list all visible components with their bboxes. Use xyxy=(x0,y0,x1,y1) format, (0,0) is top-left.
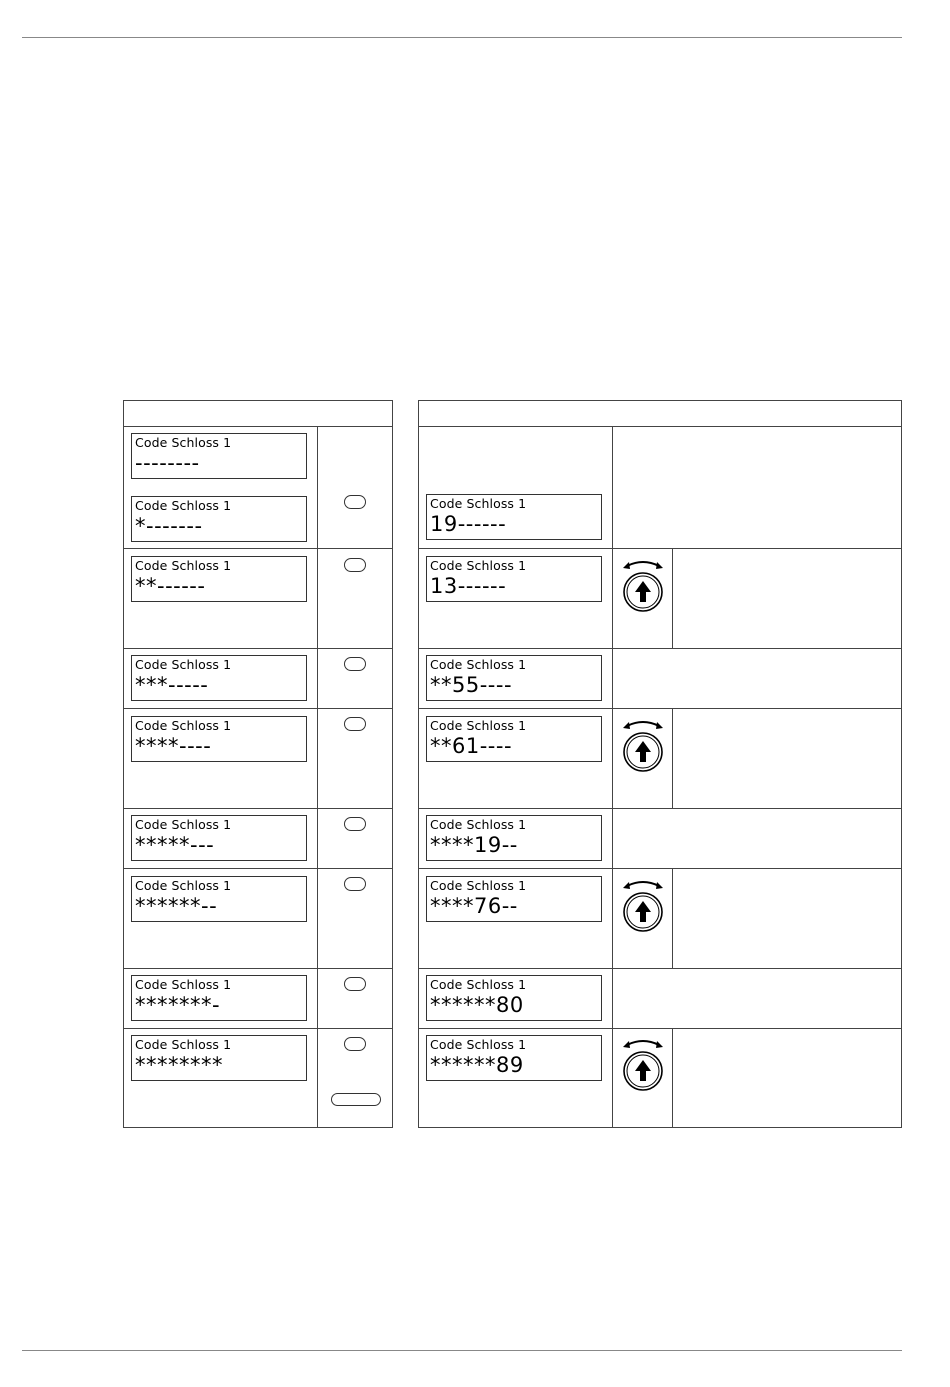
right-row-divider xyxy=(418,868,902,869)
lcd-display-right-5 xyxy=(426,876,602,922)
oval-key-icon xyxy=(344,717,366,731)
knob-column-divider xyxy=(672,548,673,648)
lcd-display-left-1 xyxy=(131,496,307,542)
lcd-line1: Code Schloss 1 xyxy=(430,1037,527,1052)
lcd-line1: Code Schloss 1 xyxy=(430,817,527,832)
lcd-line1: Code Schloss 1 xyxy=(135,718,232,733)
right-row-divider xyxy=(418,1028,902,1029)
lcd-line1: Code Schloss 1 xyxy=(135,657,232,672)
right-header-divider xyxy=(418,426,902,427)
knob-column-divider xyxy=(672,868,673,968)
left-row-divider xyxy=(123,968,393,969)
lcd-line2: ****19-- xyxy=(430,833,518,857)
left-row-divider xyxy=(123,548,393,549)
lcd-line2: ******-- xyxy=(135,894,218,918)
lcd-line2: -------- xyxy=(135,451,200,475)
lcd-display-left-7 xyxy=(131,975,307,1021)
lcd-line2: ***----- xyxy=(135,673,209,697)
lcd-line2: *****--- xyxy=(135,833,215,857)
lcd-line2: ****---- xyxy=(135,734,212,758)
rotary-knob-icon xyxy=(619,1035,667,1091)
lcd-line1: Code Schloss 1 xyxy=(430,558,527,573)
lcd-line1: Code Schloss 1 xyxy=(430,878,527,893)
left-column-divider xyxy=(317,426,318,1128)
lcd-line1: Code Schloss 1 xyxy=(135,498,232,513)
lcd-line1: Code Schloss 1 xyxy=(135,977,232,992)
lcd-display-right-4 xyxy=(426,815,602,861)
lcd-line1: Code Schloss 1 xyxy=(135,878,232,893)
lcd-line1: Code Schloss 1 xyxy=(135,435,232,450)
lcd-display-right-3 xyxy=(426,716,602,762)
lcd-line2: *------- xyxy=(135,514,203,538)
lcd-line2: 19------ xyxy=(430,512,507,536)
right-row-divider xyxy=(418,648,902,649)
left-row-divider xyxy=(123,808,393,809)
lcd-display-left-0 xyxy=(131,433,307,479)
oval-key-icon xyxy=(344,977,366,991)
left-row-divider xyxy=(123,1028,393,1029)
lcd-line2: 13------ xyxy=(430,574,507,598)
lcd-line2: ****76-- xyxy=(430,894,518,918)
lcd-line1: Code Schloss 1 xyxy=(430,718,527,733)
lcd-display-left-3 xyxy=(131,655,307,701)
lcd-line1: Code Schloss 1 xyxy=(135,558,232,573)
lcd-line1: Code Schloss 1 xyxy=(430,657,527,672)
lcd-line2: **------ xyxy=(135,574,206,598)
knob-column-divider xyxy=(672,1028,673,1128)
lcd-line2: **55---- xyxy=(430,673,513,697)
lcd-line2: ******** xyxy=(135,1053,223,1077)
lcd-display-left-5 xyxy=(131,815,307,861)
bottom-rule xyxy=(22,1350,902,1351)
oval-key-icon xyxy=(344,657,366,671)
right-column-divider xyxy=(612,426,613,1128)
lcd-line2: **61---- xyxy=(430,734,513,758)
lcd-line2: ******89 xyxy=(430,1053,524,1077)
oval-key-icon xyxy=(344,1037,366,1051)
lcd-display-left-4 xyxy=(131,716,307,762)
lcd-line1: Code Schloss 1 xyxy=(430,977,527,992)
right-row-divider xyxy=(418,808,902,809)
lcd-display-right-7 xyxy=(426,1035,602,1081)
rotary-knob-icon xyxy=(619,876,667,932)
wide-key-icon xyxy=(331,1093,381,1106)
lcd-display-left-2 xyxy=(131,556,307,602)
oval-key-icon xyxy=(344,495,366,509)
knob-column-divider xyxy=(672,708,673,808)
oval-key-icon xyxy=(344,877,366,891)
right-row-divider xyxy=(418,708,902,709)
rotary-knob-icon xyxy=(619,556,667,612)
lcd-display-right-6 xyxy=(426,975,602,1021)
lcd-line1: Code Schloss 1 xyxy=(430,496,527,511)
lcd-line2: ******80 xyxy=(430,993,524,1017)
left-row-divider xyxy=(123,868,393,869)
lcd-line1: Code Schloss 1 xyxy=(135,1037,232,1052)
right-row-divider xyxy=(418,548,902,549)
right-row-divider xyxy=(418,968,902,969)
lcd-display-right-2 xyxy=(426,655,602,701)
lcd-display-left-8 xyxy=(131,1035,307,1081)
lcd-display-right-1 xyxy=(426,556,602,602)
lcd-line1: Code Schloss 1 xyxy=(135,817,232,832)
lcd-line2: *******- xyxy=(135,993,221,1017)
top-rule xyxy=(22,37,902,38)
oval-key-icon xyxy=(344,817,366,831)
left-header-divider xyxy=(123,426,393,427)
left-row-divider xyxy=(123,708,393,709)
lcd-display-left-6 xyxy=(131,876,307,922)
rotary-knob-icon xyxy=(619,716,667,772)
left-row-divider xyxy=(123,648,393,649)
lcd-display-right-0 xyxy=(426,494,602,540)
oval-key-icon xyxy=(344,558,366,572)
